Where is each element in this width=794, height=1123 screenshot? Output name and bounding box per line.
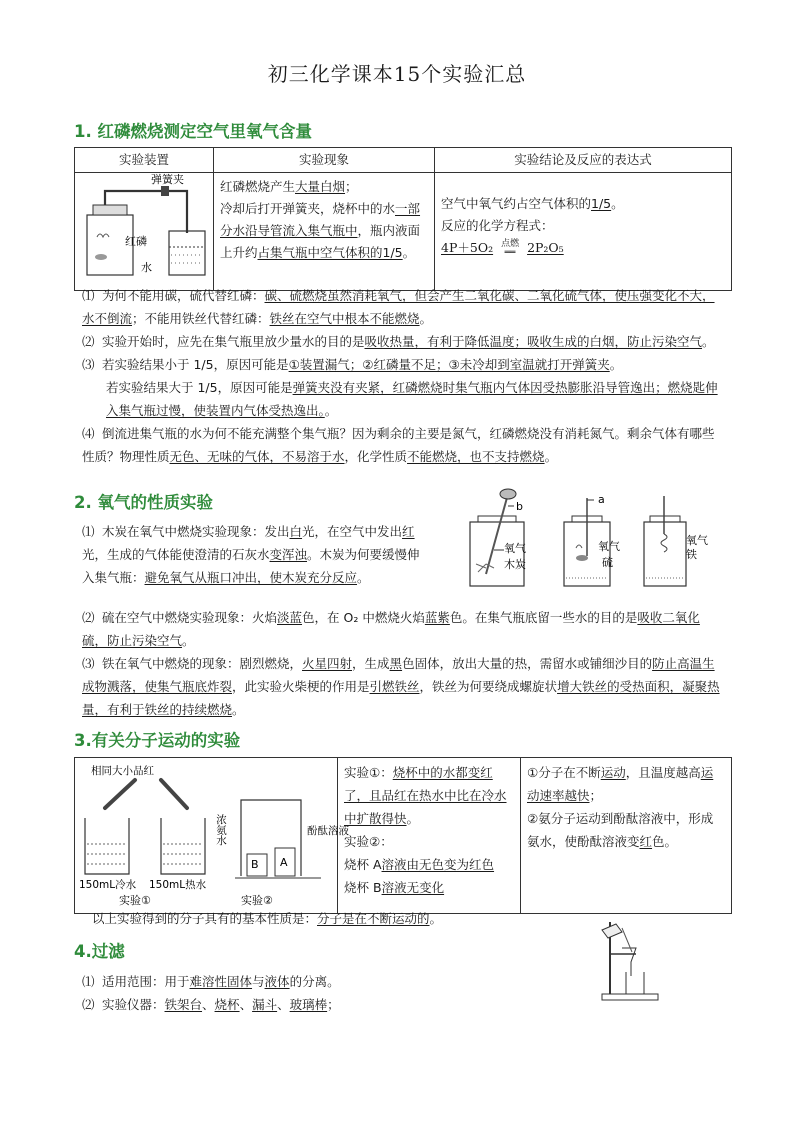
text: 。 [357,570,370,585]
iron-jar [644,496,686,586]
charcoal-label: 木炭 [504,558,526,571]
equation-left: 4P＋5O₂ [441,240,494,255]
answer-text: 红 [402,524,415,539]
answer-text: 漏斗 [252,997,278,1012]
label-B: B [251,858,259,871]
answer-text: 避免氧气从瓶口冲出，使木炭充分反应 [144,570,358,585]
text: 、 [239,997,253,1012]
text: 色。 [652,834,678,849]
text: 木炭在氧气中燃烧实验现象：发出 [102,524,290,539]
answer-text: 引燃铁丝 [369,679,420,694]
text: ①分子在不断 [527,765,601,780]
text: ； [327,997,340,1012]
question-3 [82,652,722,721]
text: 光，生成的气体能使澄清的石灰水 [82,547,270,562]
answer-text: 白 [289,524,303,539]
text: ，此实验火柴梗的作用是 [232,679,370,694]
section-3-heading: 3.有关分子运动的实验 [74,731,241,750]
text: 反应的化学方程式： [441,218,554,233]
molecular-figure-cell [75,758,349,914]
question-1 [82,520,432,589]
molecular-motion-figure [75,758,349,907]
reaction-condition: 点燃 ══ [501,238,520,258]
answer-text: 液体 [264,974,290,989]
text: 。 [544,449,558,464]
label-A: A [280,856,288,869]
text: 光，在空气中发出 [302,524,403,539]
text: 实验②： [344,834,393,849]
question-2 [82,606,722,652]
section-4-heading: 4.过滤 [74,942,125,961]
answer-text: 弹簧夹没有夹紧，红磷燃烧时集气瓶内气体因受热膨胀沿导管逸出；燃烧匙伸入集气瓶过慢，使装置内气体受热逸出。 [106,380,718,418]
answer-text: 难溶性固体 [189,974,253,989]
page-title: 初三化学课本15个实验汇总 [267,62,527,86]
equation-right: 2P₂O₅ [527,240,564,255]
text: 色，在 O₂ 中燃烧火焰 [302,610,425,625]
label-b: b [516,500,523,513]
q-num: ⑴ [82,974,95,989]
section-2-para-2 [82,606,722,721]
text: 色固体，放出大量的热，需留水或铺细沙目的 [402,656,653,671]
text: ，且温度越高 [625,765,701,780]
text: ，瓶内液面上升约 [220,223,421,260]
text: 。 [609,357,623,372]
text: 实验开始时，应先在集气瓶里放少量水的目的是 [102,334,365,349]
combustion-spoon [95,254,107,260]
pouring-beaker [602,924,622,938]
stopper [93,205,127,215]
cold-water-label: 150mL冷水 [79,879,137,891]
hot-water-label: 150mL热水 [149,879,207,891]
answer-text: 吸收热量，有利于降低温度；吸收生成的白烟，防止污染空气 [364,334,703,349]
label-a: a [598,493,605,506]
answer-text: 大量白烟 [295,179,346,194]
answer-text: 一部分水沿导管流入集气瓶中 [220,201,421,238]
text: ，生成 [352,656,390,671]
q-num: ⑴ [82,288,95,303]
large-beaker [241,800,301,876]
answer-text: 黑 [389,656,403,671]
experiment-1-label: 实验① [119,894,151,907]
answer-text: 增大铁丝的受热面积，凝聚热量，有利于铁丝的持续燃烧 [82,679,720,717]
iron-label: 铁 [686,548,697,561]
oxygen-label-3: 氧气 [686,534,708,547]
text: 。 [702,334,715,349]
question-1 [82,284,722,330]
text: 空气中氧气约占空气体积的 [441,196,592,211]
filtration-apparatus-figure [596,914,668,1004]
text: 。 [429,911,443,926]
text: ； [589,788,603,803]
answer-text: 不能燃烧，也不支持燃烧 [407,449,545,464]
text: 为何不能用碳，硫代替红磷： [102,288,265,303]
text: 、 [277,997,290,1012]
text: 红磷燃烧产生 [220,179,296,194]
q-num: ⑷ [82,426,95,441]
section-2-para-1 [82,520,432,589]
water-label: 水 [141,261,152,274]
phenomenon-cell [214,173,435,291]
text: 烧杯 B [344,880,382,895]
funnel [622,948,636,976]
answer-text: 铁丝在空气中根本不能燃烧 [269,311,420,326]
conclusion-cell [435,173,732,291]
table-header: 实验装置 [75,148,214,173]
answer-text: 淡蓝 [277,610,303,625]
text: 与 [252,974,265,989]
answer-text: 火星四射 [302,656,353,671]
hot-beaker [161,818,205,874]
answer-text: 烧杯中的水都变红了，且品红在热水中比在冷水中扩散得快 [344,765,507,826]
stand-base [602,994,658,1000]
text: 。 [182,633,195,648]
text: 倒流进集气瓶的水为何不能充满整个集气瓶？因为剩余的主要是氮气，红磷燃烧没有消耗氮气。剩余气体有哪些性质？物理性质 [82,426,715,464]
answer-text: 烧杯 [214,997,240,1012]
spring-clip [161,186,169,196]
section-1-questions [82,284,722,468]
text: ②氨分子运动到酚酞溶液中，形成氨水，使酚酞溶液变 [527,811,714,849]
q-num: ⑵ [82,997,95,1012]
text: 烧杯 A [344,857,382,872]
section-1-heading: 1. 红磷燃烧测定空气里氧气含量 [74,122,312,141]
text: 色。在集气瓶底留一些水的目的是 [449,610,638,625]
text: 。 [324,403,338,418]
answer-text: 铁架台 [164,997,203,1012]
beaker [169,231,205,275]
table-header: 实验结论及反应的表达式 [435,148,732,173]
text: 冷却后打开弹簧夹，烧杯中的水 [220,201,396,216]
q-num: ⑵ [82,334,95,349]
answer-text: 吸收二氧化硫，防止污染空气 [82,610,700,648]
ammonia-label: 浓氨水 [215,814,227,846]
answer-text: 分子是在不断运动的 [317,911,430,926]
condition-text: 点燃 [501,238,520,249]
text: 适用范围：用于 [102,974,190,989]
answer-text: ①装置漏气；②红磷量不足；③未冷却到室温就打开弹簧夹 [288,357,610,372]
sulfur-label: 硫 [602,556,613,569]
text: 。 [419,311,433,326]
phenolphthalein-label: 酚酞溶液 [307,825,349,837]
q-num: ⑶ [82,357,95,372]
answer-text: 无色、无味的气体，不易溶于水 [169,449,345,464]
answer-text: 红 [639,834,653,849]
text: 。 [611,196,624,211]
answer-text: 蓝紫 [424,610,450,625]
text: 。 [307,547,320,562]
text: 。 [232,702,245,717]
text: ； [345,179,358,194]
same-size-label: 相同大小品红 [91,765,154,777]
text: 。 [402,245,416,260]
q-num: ⑴ [82,524,95,539]
experiment-2-label: 实验② [241,894,273,907]
text: ；不能用铁丝代替红磷： [132,311,270,326]
answer-text: 防止高温生成物溅落，使集气瓶底炸裂 [82,656,715,694]
question-3b [82,376,722,422]
smoke-lines [97,234,109,237]
phosphorus-apparatus-figure [75,173,213,283]
text: 、 [202,997,215,1012]
experiment-1-table [74,147,732,291]
conclusion-cell [521,758,732,914]
text: 若实验结果大于 1/5，原因可能是 [106,380,293,395]
answer-text: 1/5 [591,196,612,211]
answer-text: 运动速率越快 [527,765,714,803]
text: ，化学性质 [344,449,408,464]
q-num: ⑶ [82,656,95,671]
section-2-heading: 2. 氧气的性质实验 [74,493,213,512]
cold-beaker [85,818,129,874]
apparatus-cell [75,173,214,291]
molecular-motion-table [74,757,732,914]
oxygen-label-1: 氧气 [504,542,526,555]
spring-clip-label: 弹簧夹 [151,173,184,186]
answer-text: 碳、硫燃烧虽然消耗氧气，但会产生二氧化碳、二氧化硫气体，使压强变化不大，水不倒流 [82,288,715,326]
text: 实验仪器： [102,997,165,1012]
question-4 [82,422,722,468]
experiment-result-cell [338,758,521,914]
text: 的分离。 [289,974,340,989]
answer-text: 溶液由无色变为红色 [381,857,495,872]
answer-text: 玻璃棒 [289,997,328,1012]
question-2 [82,330,722,353]
red-phosphorus-label: 红磷 [125,235,147,248]
text: 实验①： [344,765,393,780]
table-header: 实验现象 [214,148,435,173]
answer-text: 溶液无变化 [381,880,445,895]
text: ，铁丝为何要绕成螺旋状 [419,679,558,694]
answer-text: 占集气瓶中空气体积的1/5 [257,245,403,260]
text: 若实验结果小于 1/5，原因可能是 [102,357,289,372]
answer-text: 运动 [600,765,626,780]
text: 硫在空气中燃烧实验现象：火焰 [102,610,278,625]
oxygen-label-2: 氧气 [598,540,620,553]
text: 铁在氧气中燃烧的现象：剧烈燃烧， [102,656,303,671]
question-3a [82,353,722,376]
text: 木炭为何要缓慢伸入集气瓶： [82,547,420,585]
text: 。 [406,811,420,826]
answer-text: 变浑浊 [269,547,308,562]
oxygen-property-figures [464,494,714,594]
receiving-beaker [626,972,644,994]
text: 以上实验得到的分子具有的基本性质是： [92,911,318,926]
q-num: ⑵ [82,610,95,625]
